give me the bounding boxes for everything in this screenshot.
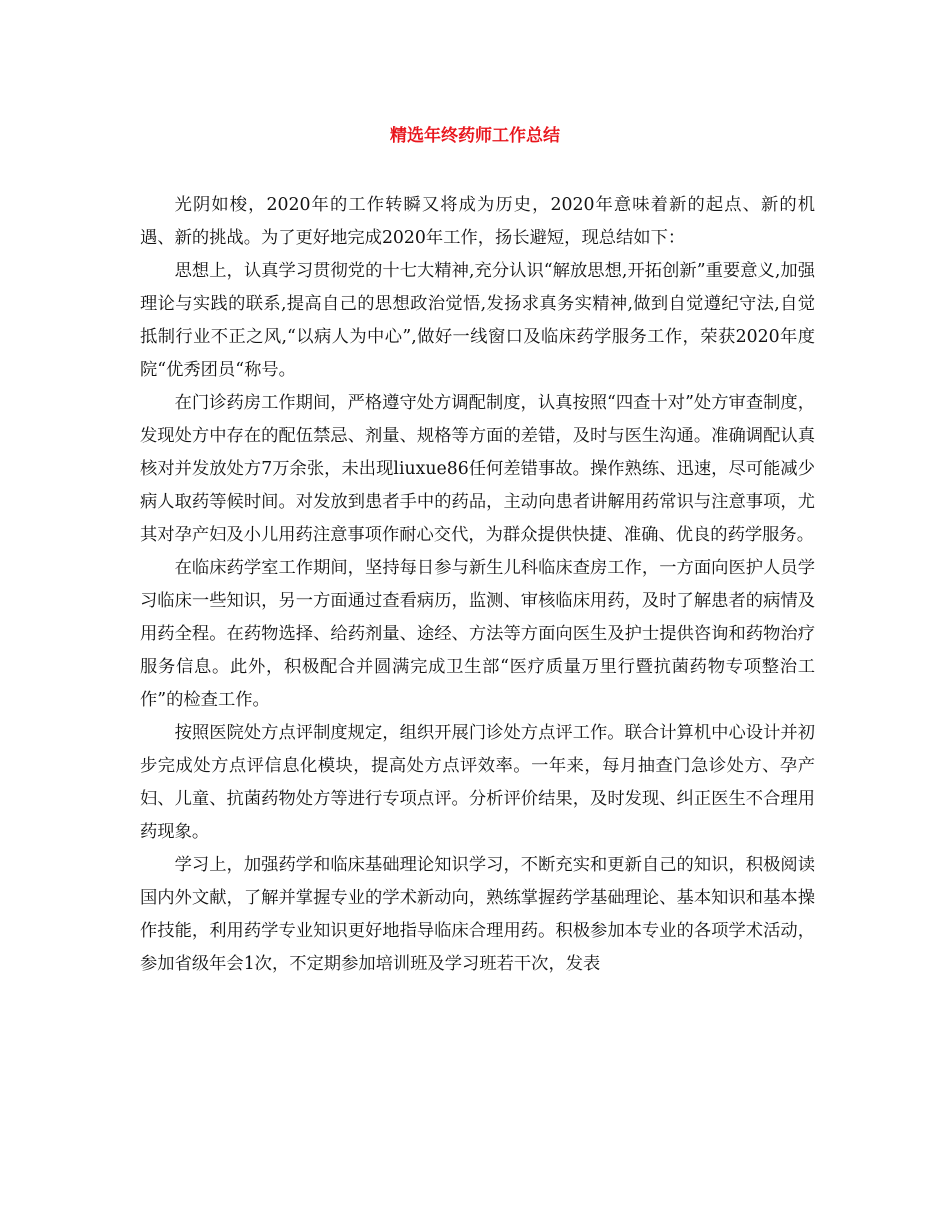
paragraph-outpatient-pharmacy: 在门诊药房工作期间，严格遵守处方调配制度，认真按照“四查十对”处方审查制度，发现处方中存在的配伍禁忌、剂量、规格等方面的差错，及时与医生沟通。准确调配认真核对并发放处方7万余张，未出现liuxue86任何差错事故。操作熟练、迅速，尽可能减少病人取药等候时间。对发放到患者手中的药品，主动向患者讲解用药常识与注意事项，尤其对孕产妇及小儿用药注意事项作耐心交代，为群众提供快捷、准确、优良的药学服务。 bbox=[140, 393, 815, 545]
paragraph-prescription-review: 按照医院处方点评制度规定，组织开展门诊处方点评工作。联合计算机中心设计并初步完成处方点评信息化模块，提高处方点评效率。一年来，每月抽查门急诊处方、孕产妇、儿童、抗菌药物处方等进行专项点评。分析评价结果，及时发现、纠正医生不合理用药现象。 bbox=[140, 723, 815, 842]
paragraph-study: 学习上，加强药学和临床基础理论知识学习，不断充实和更新自己的知识，积极阅读国内外文献，了解并掌握专业的学术新动向，熟练掌握药学基础理论、基本知识和基本操作技能，利用药学专业知识更好地指导临床合理用药。积极参加本专业的各项学术活动，参加省级年会1次，不定期参加培训班及学习班若干次，发表 bbox=[140, 855, 815, 974]
paragraph-clinical-pharmacy: 在临床药学室工作期间，坚持每日参与新生儿科临床查房工作，一方面向医护人员学习临床一些知识，另一方面通过查看病历，监测、审核临床用药，及时了解患者的病情及用药全程。在药物选择、给药剂量、途经、方法等方面向医生及护士提供咨询和药物治疗服务信息。此外，积极配合并圆满完成卫生部“医疗质量万里行暨抗菌药物专项整治工作”的检查工作。 bbox=[140, 558, 815, 710]
document-title: 精选年终药师工作总结 bbox=[390, 126, 560, 146]
document-body bbox=[140, 189, 815, 981]
paragraph-ideology: 思想上，认真学习贯彻党的十七大精神,充分认识“解放思想,开拓创新”重要意义,加强理论与实践的联系,提高自己的思想政治觉悟,发扬求真务实精神,做到自觉遵纪守法,自觉抵制行业不正之风,“以病人为中心”,做好一线窗口及临床药学服务工作，荣获2020年度院“优秀团员“称号。 bbox=[140, 261, 815, 380]
paragraph-intro: 光阴如梭，2020年的工作转瞬又将成为历史，2020年意味着新的起点、新的机遇、新的挑战。为了更好地完成2020年工作，扬长避短，现总结如下： bbox=[140, 195, 815, 248]
